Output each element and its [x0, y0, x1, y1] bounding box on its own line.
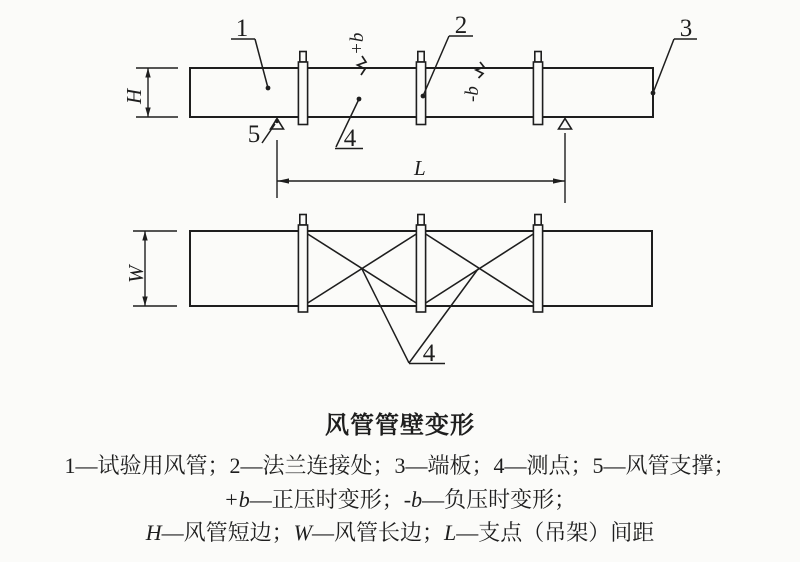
legend-line-1: 1—试验用风管；2—法兰连接处；3—端板；4—测点；5—风管支撑；: [64, 453, 736, 478]
legend-symbol-plus-b: +b: [223, 487, 250, 512]
legend-line-3: [0, 516, 800, 547]
flange-bolt-icon: [535, 215, 541, 226]
flange-bolt-icon: [300, 215, 306, 226]
flange-joint-icon: [298, 215, 307, 313]
callout-1-duct: [231, 39, 270, 90]
flange-bar-icon: [298, 62, 307, 125]
dim-label-minus-b: -b: [462, 86, 483, 102]
flange-bar-icon: [533, 225, 542, 312]
callout-5-support: [262, 119, 279, 143]
arrow-up-icon: [145, 68, 150, 78]
dim-label-plus-b: +b: [347, 32, 368, 55]
legend-line-2: [0, 483, 800, 514]
flange-joint-icon: [533, 215, 542, 313]
arrow-left-icon: [277, 178, 289, 183]
arrow-down-icon: [142, 297, 147, 307]
leader-dot-icon: [651, 91, 656, 96]
break-squiggle-icon: [476, 62, 484, 78]
leader-dot-icon: [275, 119, 279, 123]
flange-bar-icon: [533, 62, 542, 125]
legend-symbol-L: L: [443, 520, 457, 545]
legend-symbol-W: W: [293, 520, 312, 545]
flange-bar-icon: [298, 225, 307, 312]
flange-joint-icon: [533, 52, 542, 125]
legend-symbol-minus-b: -b: [403, 487, 423, 512]
legend-text: —风管长边；: [311, 520, 444, 545]
legend-text: —风管短边；: [161, 520, 294, 545]
callout-label-1: 1: [235, 15, 249, 42]
arrow-right-icon: [553, 178, 565, 183]
legend-symbol-H: H: [145, 520, 162, 545]
dim-label-L: L: [414, 156, 426, 180]
flange-bolt-icon: [300, 52, 306, 63]
callout-label-2: 2: [454, 12, 468, 39]
legend-text: —支点（吊架）间距: [456, 520, 655, 545]
leader-dot-icon: [266, 86, 271, 91]
flange-joint-icon: [416, 215, 425, 313]
callout-label-4: 4: [422, 340, 436, 367]
duct-side-view: [122, 12, 697, 203]
figure-title: 风管管壁变形: [325, 413, 475, 439]
break-squiggle-icon: [358, 56, 367, 75]
legend-text: —正压时变形；: [249, 487, 404, 512]
callout-label-5: 5: [247, 121, 261, 148]
callout-3-end-plate: [651, 39, 697, 95]
flange-bar-icon: [416, 225, 425, 312]
support-triangle-icon: [559, 119, 572, 130]
legend-text: —负压时变形；: [422, 487, 577, 512]
flange-bolt-icon: [535, 52, 541, 63]
leader-dot-icon: [357, 97, 362, 102]
flange-bolt-icon: [418, 215, 424, 226]
flange-bolt-icon: [418, 52, 424, 63]
flange-joint-icon: [298, 52, 307, 125]
leader-dot-icon: [421, 94, 426, 99]
callout-label-4: 4: [343, 125, 357, 152]
dim-label-W: W: [124, 265, 148, 283]
arrow-down-icon: [145, 108, 150, 118]
callout-label-3: 3: [679, 15, 693, 42]
arrow-up-icon: [142, 231, 147, 241]
flange-joint-icon: [416, 52, 425, 125]
duct-plan-view: [124, 215, 652, 368]
dim-label-H: H: [122, 88, 146, 104]
